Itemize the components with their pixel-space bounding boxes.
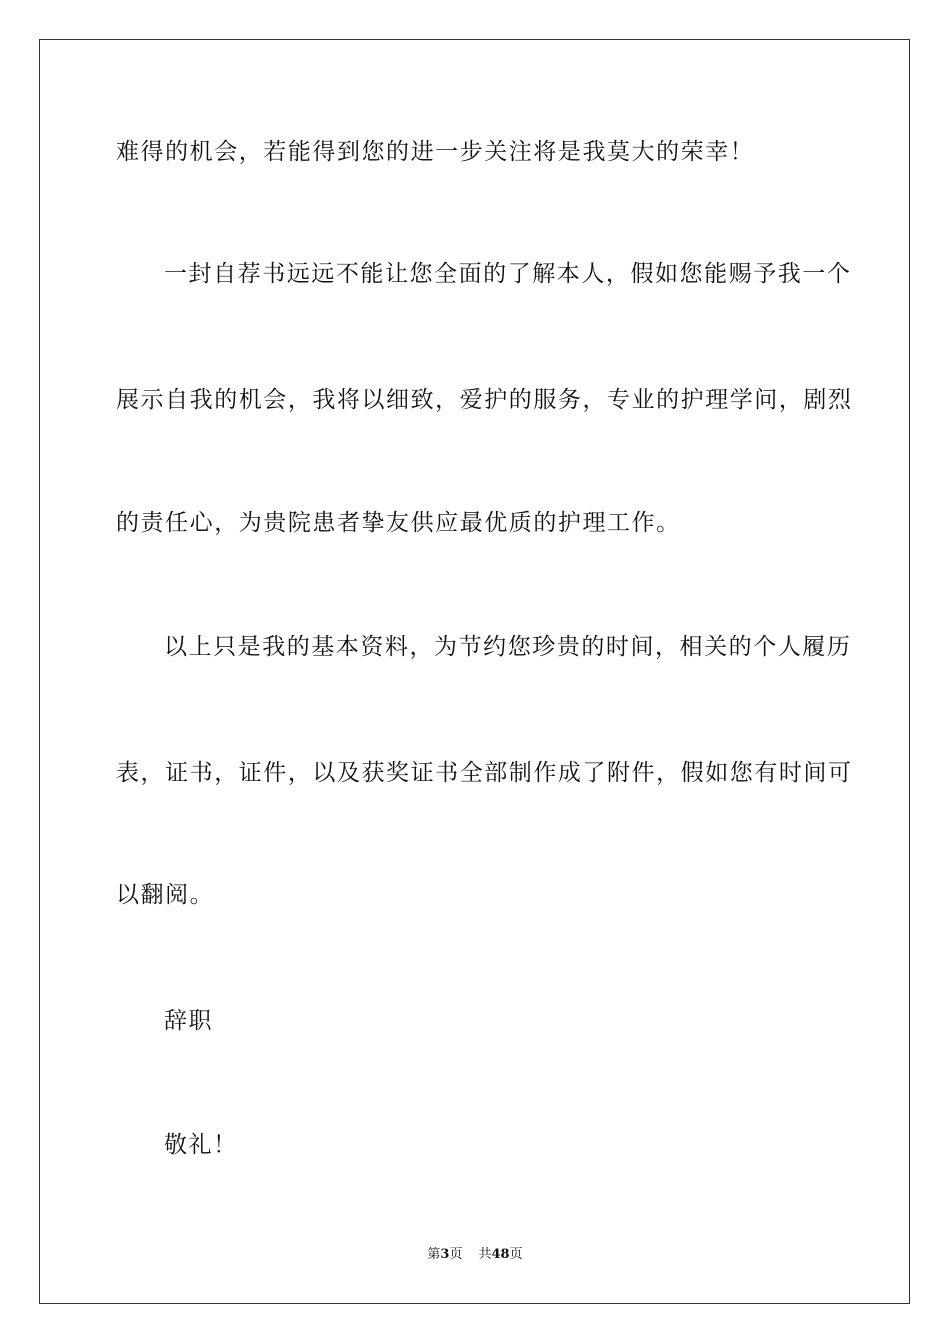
body-line-5: 以上只是我的基本资料，为节约您珍贵的时间，相关的个人履历: [164, 634, 852, 660]
footer-page-suffix: 页: [449, 1247, 463, 1262]
page-border: [39, 39, 910, 1304]
body-line-4: 的责任心，为贵院患者挚友供应最优质的护理工作。: [116, 510, 681, 536]
body-line-7: 以翻阅。: [116, 882, 215, 908]
footer-total-prefix: 共: [478, 1247, 492, 1262]
body-line-8: 辞职: [164, 1008, 214, 1034]
footer-total-suffix: 页: [509, 1247, 523, 1262]
footer-page-prefix: 第: [427, 1247, 441, 1262]
body-line-3: 展示自我的机会，我将以细致，爱护的服务，专业的护理学问，剧烈: [116, 387, 853, 413]
footer-page-number: 3: [440, 1247, 450, 1262]
body-line-6: 表，证书，证件，以及获奖证书全部制作成了附件，假如您有时间可: [116, 760, 853, 786]
body-line-1: 难得的机会，若能得到您的进一步关注将是我莫大的荣幸！: [116, 139, 755, 165]
page-footer: [0, 1246, 950, 1264]
body-line-9: 敬礼！: [164, 1132, 238, 1158]
body-line-2: 一封自荐书远远不能让您全面的了解本人，假如您能赐予我一个: [164, 261, 852, 287]
footer-total-pages: 48: [491, 1247, 510, 1262]
